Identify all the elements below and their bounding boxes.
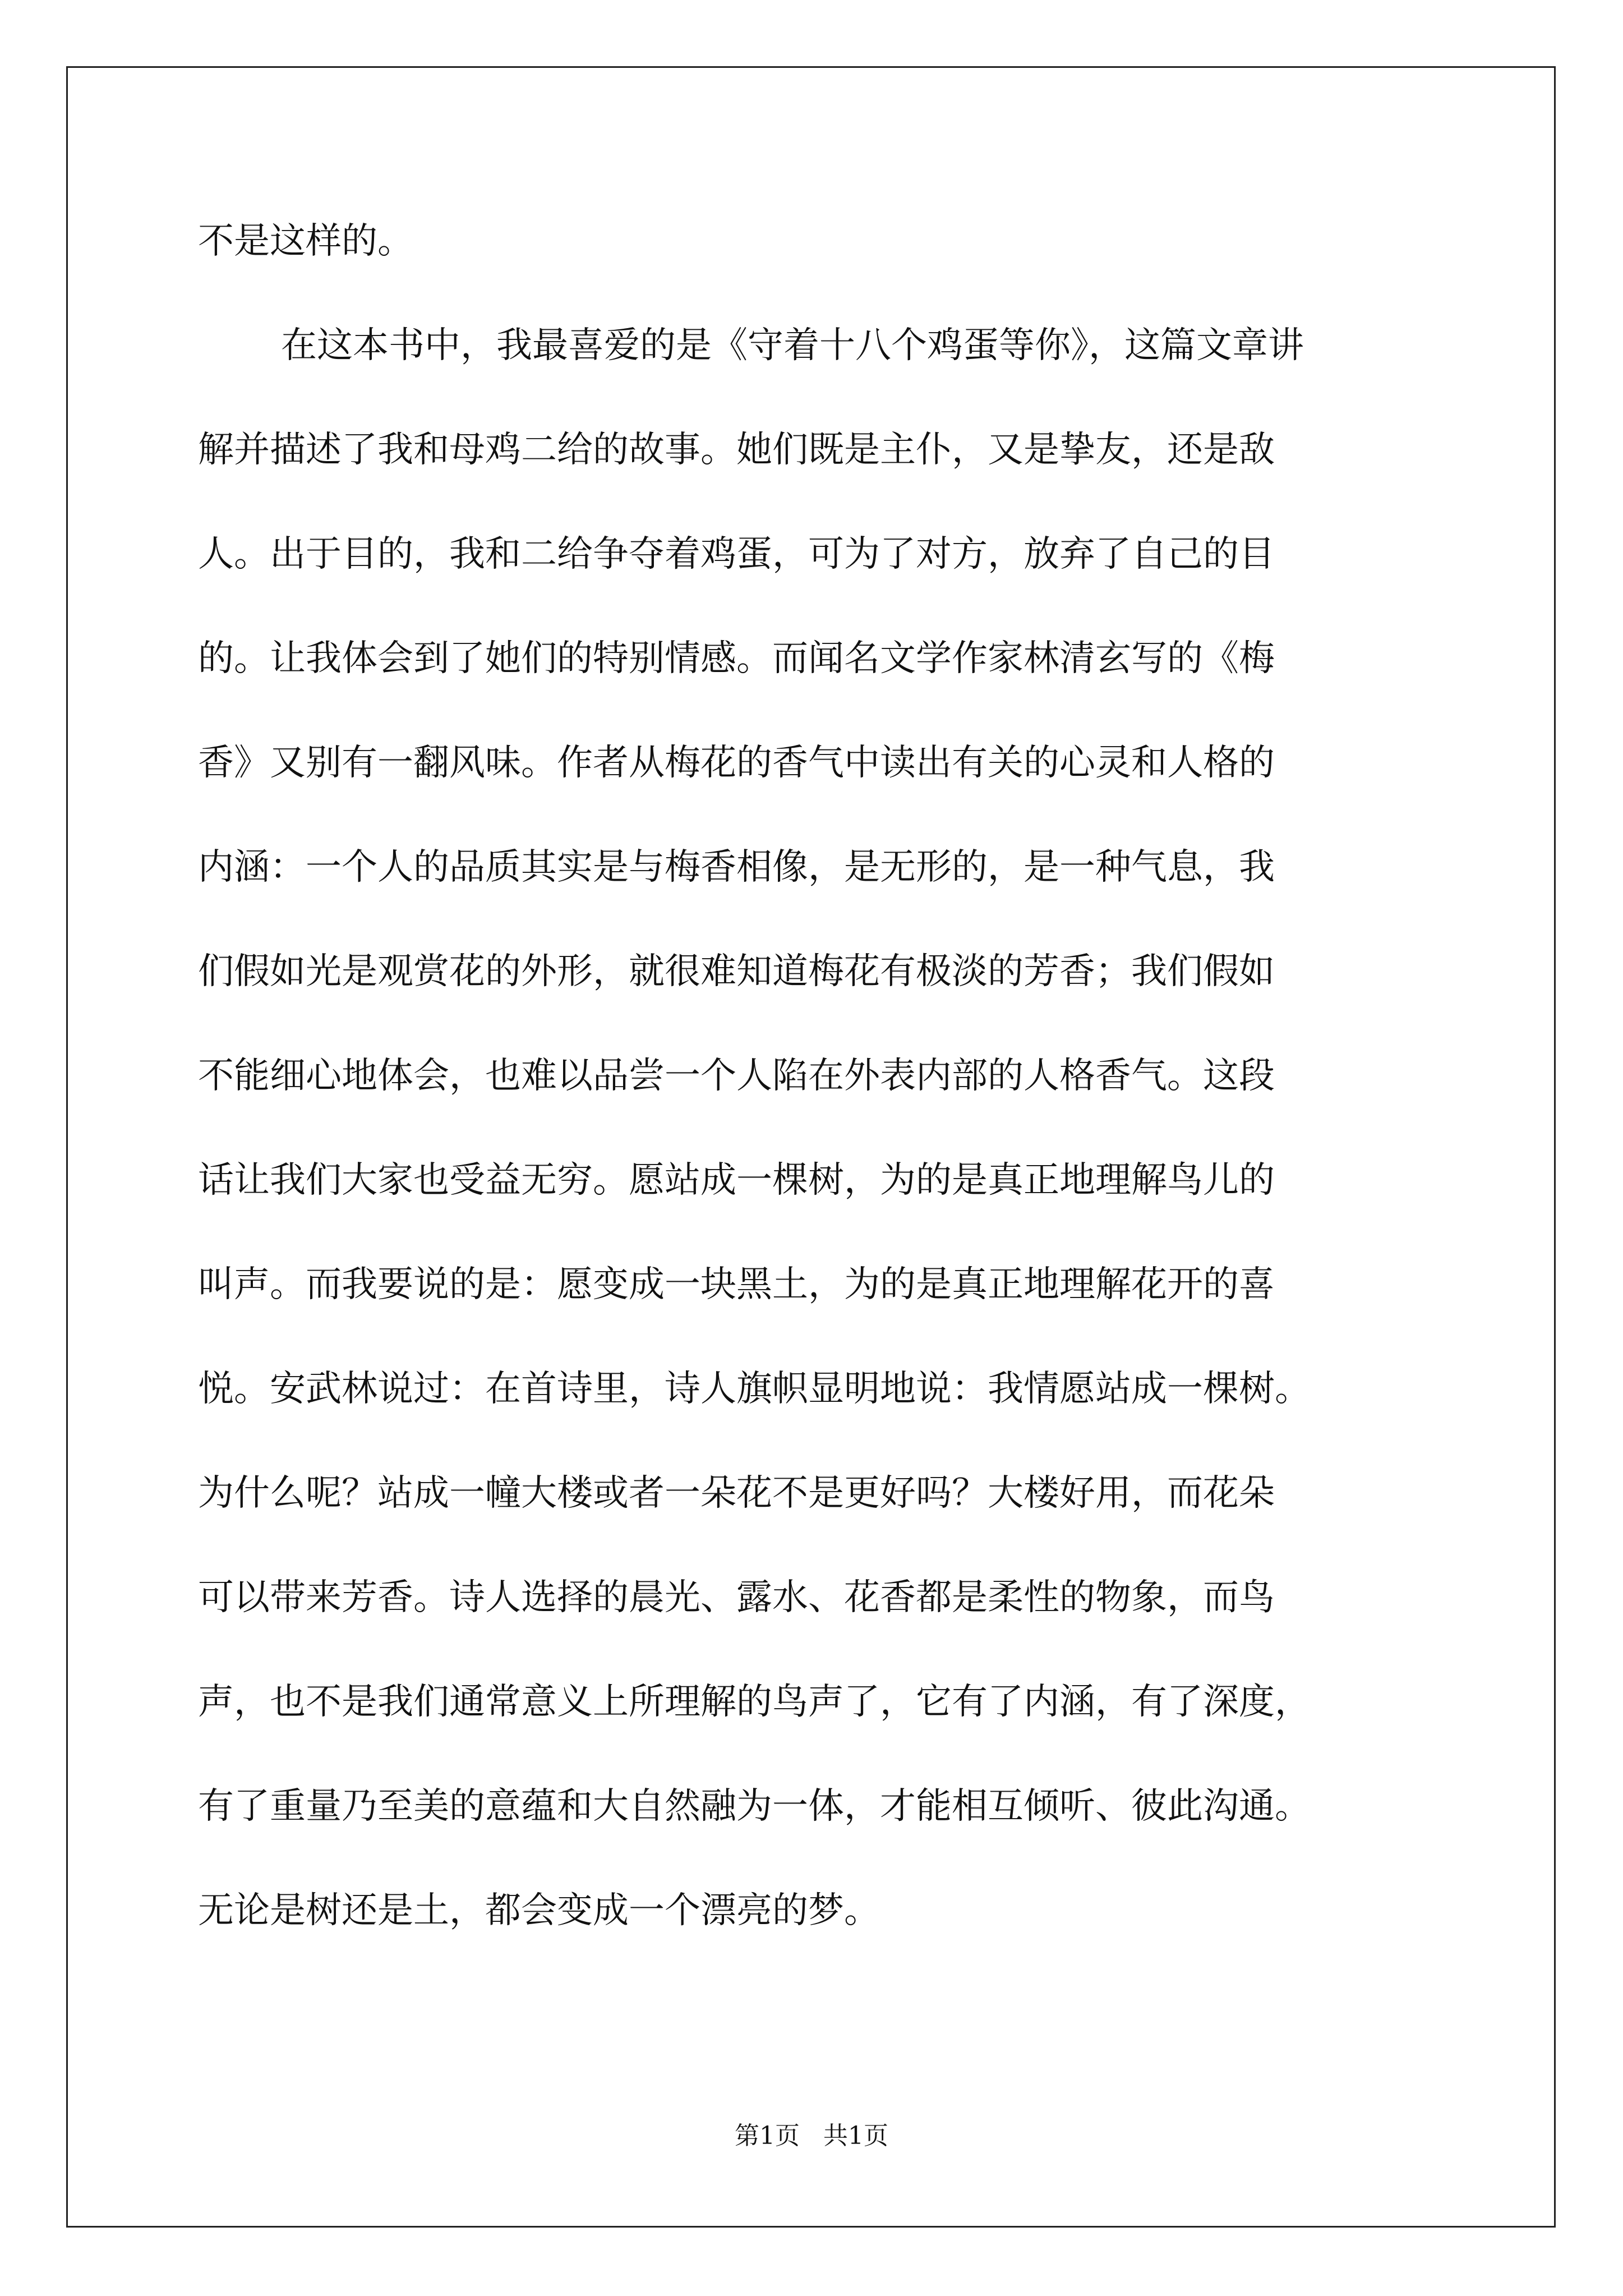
text-line: 叫声。而我要说的是：愿变成一块黑土，为的是真正地理解花开的喜	[198, 1264, 1275, 1305]
text-line: 声，也不是我们通常意义上所理解的鸟声了，它有了内涵，有了深度，	[198, 1681, 1311, 1723]
text-line: 话让我们大家也受益无穷。愿站成一棵树，为的是真正地理解鸟儿的	[198, 1159, 1275, 1201]
text-line: 无论是树还是土，都会变成一个漂亮的梦。	[198, 1890, 880, 1931]
document-body	[198, 216, 1432, 1990]
page-footer	[0, 2119, 1623, 2153]
text-line: 可以带来芳香。诗人选择的晨光、露水、花香都是柔性的物象，而鸟	[198, 1577, 1275, 1618]
text-line: 的。让我体会到了她们的特别情感。而闻名文学作家林清玄写的《梅	[198, 638, 1275, 679]
text-line: 不是这样的。	[198, 220, 413, 262]
text-line: 不能细心地体会，也难以品尝一个人陷在外表内部的人格香气。这段	[198, 1055, 1275, 1097]
text-line: 解并描述了我和母鸡二给的故事。她们既是主仆，又是挚友，还是敌	[198, 429, 1275, 471]
text-line: 内涵：一个人的品质其实是与梅香相像，是无形的，是一种气息，我	[198, 846, 1275, 888]
text-line: 悦。安武林说过：在首诗里，诗人旗帜显明地说：我情愿站成一棵树。	[198, 1368, 1311, 1410]
text-line: 有了重量乃至美的意蕴和大自然融为一体，才能相互倾听、彼此沟通。	[198, 1786, 1311, 1827]
text-line: 香》又别有一翻风味。作者从梅花的香气中读出有关的心灵和人格的	[198, 742, 1275, 784]
text-line: 在这本书中，我最喜爱的是《守着十八个鸡蛋等你》，这篇文章讲	[281, 325, 1304, 366]
text-line: 们假如光是观赏花的外形，就很难知道梅花有极淡的芳香；我们假如	[198, 951, 1275, 992]
page-number: 第1页 共1页	[735, 2122, 888, 2150]
text-line: 为什么呢？站成一幢大楼或者一朵花不是更好吗？大楼好用，而花朵	[198, 1473, 1275, 1514]
text-line: 人。出于目的，我和二给争夺着鸡蛋，可为了对方，放弃了自己的目	[198, 533, 1275, 575]
